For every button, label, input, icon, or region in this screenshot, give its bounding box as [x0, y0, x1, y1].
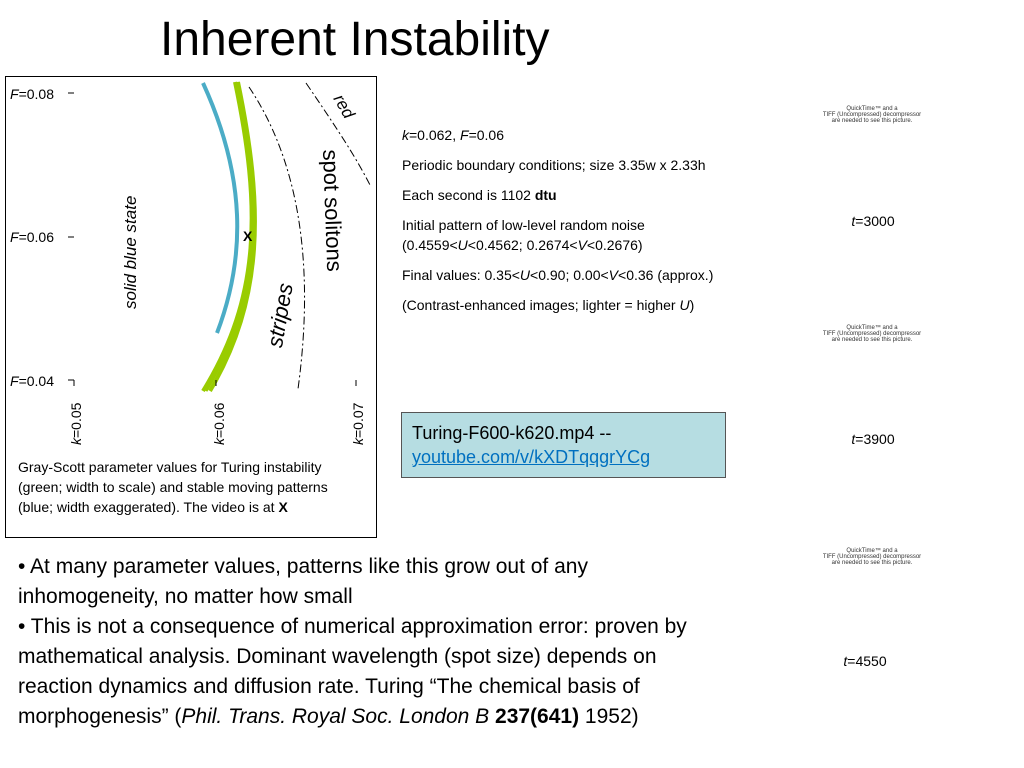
- quicktime-placeholder-1: QuickTime™ and a TIFF (Uncompressed) decompressor are needed to see this picture.: [822, 106, 922, 124]
- time-label-4550: t=4550: [843, 653, 887, 669]
- blue-boundary-curve: [203, 83, 237, 333]
- final-line: Final values: 0.35<U<0.90; 0.00<V<0.36 (approx.): [402, 267, 714, 283]
- f-axis-label-004: F=0.04: [10, 373, 54, 389]
- parameter-diagram: [5, 76, 377, 538]
- bullet-2: • This is not a consequence of numerical approximation error: proven by mathematical analysis. Dominant wavelength (spot size) depends on reaction dynamics and diffusion rate. Turing “The chemical basis of morphogenesis” (Phil. Trans. Royal Soc. London B 237(641) 1952): [18, 615, 687, 728]
- contrast-line: (Contrast-enhanced images; lighter = higher U): [402, 297, 695, 313]
- video-link-box: [401, 412, 726, 478]
- params-line: k=0.062, F=0.06: [402, 127, 504, 143]
- bullet-1: • At many parameter values, patterns like this grow out of any inhomogeneity, no matter how small: [18, 555, 588, 608]
- f-axis-label-008: F=0.08: [10, 86, 54, 102]
- video-file-label: Turing-F600-k620.mp4 --: [412, 423, 612, 443]
- k-axis-label-007: k=0.07: [350, 402, 366, 445]
- simulation-info: [402, 125, 732, 325]
- second-line: Each second is 1102 dtu: [402, 187, 557, 203]
- boundary-line: Periodic boundary conditions; size 3.35w x 2.33h: [402, 157, 706, 173]
- k-axis-label-005: k=0.05: [68, 402, 84, 445]
- region-label-solid-blue: solid blue state: [121, 195, 140, 309]
- region-label-stripes: stripes: [262, 281, 298, 350]
- youtube-link[interactable]: youtube.com/v/kXDTqqgrYCg: [412, 447, 651, 467]
- region-label-red: red: [329, 91, 359, 122]
- time-label-3000: t=3000: [851, 213, 895, 229]
- k-axis-label-006: k=0.06: [211, 402, 227, 445]
- bullet-list: [18, 552, 728, 732]
- initial-line: Initial pattern of low-level random noise (0.4559<U<0.4562; 0.2674<V<0.2676): [402, 217, 645, 253]
- region-label-spot-solitons: spot solitons: [318, 149, 348, 273]
- time-label-3900: t=3900: [851, 431, 895, 447]
- quicktime-placeholder-2: QuickTime™ and a TIFF (Uncompressed) decompressor are needed to see this picture.: [822, 325, 922, 343]
- f-axis-label-006: F=0.06: [10, 229, 54, 245]
- quicktime-placeholder-3: QuickTime™ and a TIFF (Uncompressed) decompressor are needed to see this picture.: [822, 548, 922, 566]
- slide-title: Inherent Instability: [160, 13, 550, 66]
- video-parameter-marker: X: [243, 228, 253, 244]
- diagram-caption: Gray-Scott parameter values for Turing instability (green; width to scale) and stable moving patterns (blue; width exaggerated). The video is at X: [18, 459, 328, 515]
